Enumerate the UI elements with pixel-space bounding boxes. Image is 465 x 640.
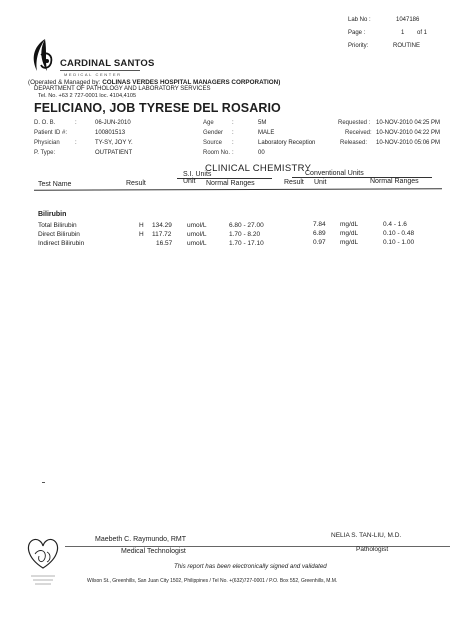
technologist-title: Medical Technologist — [121, 548, 186, 555]
hospital-tel: Tel. No. +63 2 727-0001 loc. 4104,4105 — [38, 93, 137, 99]
scan-mark — [42, 482, 45, 483]
gender-colon: : — [232, 130, 234, 136]
priority-label: Priority: — [348, 43, 369, 49]
col-si-range: Normal Ranges — [206, 180, 255, 187]
row-si-range: 1.70 - 8.20 — [229, 231, 261, 238]
physician: TY-SY, JOY Y. — [95, 140, 133, 146]
department: DEPARTMENT OF PATHOLOGY AND LABORATORY SERVICES — [34, 86, 211, 92]
row-flag: H — [139, 222, 144, 229]
row-cv-range: 0.4 - 1.6 — [383, 221, 407, 228]
hospital-logo-icon — [27, 37, 63, 75]
row-si-unit: umol/L — [187, 222, 207, 229]
lab-no-label: Lab No : — [348, 17, 371, 23]
hospital-name: CARDINAL SANTOS — [60, 58, 155, 69]
hospital-address: Wilson St., Greenhills, San Juan City 1502, Philippines / Tel No. +(632)727-0001 / P.O. Box 552, Greenhills, M.M. — [87, 578, 338, 584]
operator-name: COLINAS VERDES HOSPITAL MANAGERS CORPORATION) — [102, 79, 281, 86]
room-colon: : — [232, 150, 234, 156]
operator-line — [28, 79, 280, 86]
ptype-label: P. Type: — [34, 150, 56, 156]
validation-note: This report has been electronically signed and validated — [174, 563, 327, 570]
priority: ROUTINE — [393, 43, 420, 49]
pathologist-name: NELIA S. TAN-LIU, M.D. — [331, 532, 402, 539]
patient-id-label: Patient ID #: — [34, 130, 68, 136]
page-label: Page : — [348, 30, 366, 36]
row-flag: H — [139, 231, 144, 238]
pathologist-title: Pathologist — [356, 546, 389, 553]
released: 10-NOV-2010 05:06 PM — [376, 140, 441, 146]
patient-name: FELICIANO, JOB TYRESE DEL ROSARIO — [34, 101, 281, 115]
gender: MALE — [258, 130, 275, 136]
operated-prefix: (Operated & Managed by: — [28, 79, 101, 86]
received-label: Received: — [345, 130, 372, 136]
si-units-header: S.I. Units — [183, 171, 212, 178]
row-si-result: 16.57 — [156, 240, 173, 247]
col-si-unit: Unit — [183, 178, 196, 185]
age-colon: : — [232, 120, 234, 126]
age-label: Age — [203, 120, 214, 126]
row-cv-result: 6.89 — [313, 230, 326, 237]
row-cv-unit: mg/dL — [340, 239, 359, 246]
page-number: 1 — [401, 30, 405, 36]
header-rule — [34, 188, 442, 191]
gender-label: Gender — [203, 130, 224, 136]
received: 10-NOV-2010 04:22 PM — [376, 130, 441, 136]
col-test-name: Test Name — [38, 181, 72, 188]
row-cv-result: 7.84 — [313, 221, 326, 228]
physician-colon: : — [75, 140, 77, 146]
row-test-name: Direct Bilirubin — [38, 231, 80, 238]
row-cv-range: 0.10 - 1.00 — [383, 239, 415, 246]
row-si-unit: umol/L — [187, 231, 207, 238]
col-si-result: Result — [126, 180, 146, 187]
row-si-range: 1.70 - 17.10 — [229, 240, 264, 247]
requested: 10-NOV-2010 04:25 PM — [376, 120, 441, 126]
source-label: Source — [203, 140, 223, 146]
row-cv-unit: mg/dL — [340, 230, 359, 237]
age: 5M — [258, 120, 267, 126]
source: Laboratory Reception — [258, 140, 316, 146]
room: 00 — [258, 150, 265, 156]
page-of: of 1 — [417, 30, 428, 36]
lab-no: 1047186 — [396, 17, 420, 23]
col-cv-unit: Unit — [314, 179, 327, 186]
patient-id: 100801513 — [95, 130, 126, 136]
row-cv-range: 0.10 - 0.48 — [383, 230, 415, 237]
ptype: OUTPATIENT — [95, 150, 133, 156]
row-si-result: 117.72 — [152, 231, 172, 238]
signature-rule — [65, 546, 450, 547]
row-cv-unit: mg/dL — [340, 221, 359, 228]
row-cv-result: 0.97 — [313, 239, 326, 246]
test-group: Bilirubin — [38, 211, 67, 218]
dob: 06-JUN-2010 — [95, 120, 131, 126]
released-label: Released: — [340, 140, 368, 146]
heart-emblem-icon — [23, 528, 63, 590]
source-colon: : — [232, 140, 234, 146]
row-test-name: Indirect Bilirubin — [38, 240, 85, 247]
conventional-units-header: Conventional Units — [305, 170, 364, 177]
col-cv-result: Result — [284, 179, 304, 186]
technologist-name: Maebeth C. Raymundo, RMT — [95, 536, 187, 543]
row-test-name: Total Bilirubin — [38, 222, 77, 229]
row-si-unit: umol/L — [187, 240, 207, 247]
physician-label: Physician — [34, 140, 60, 146]
row-si-result: 134.29 — [152, 222, 172, 229]
col-cv-range: Normal Ranges — [370, 178, 419, 185]
room-label: Room No. — [203, 150, 231, 156]
requested-label: Requested : — [338, 120, 371, 126]
row-si-range: 6.80 - 27.00 — [229, 222, 264, 229]
dob-colon: : — [75, 120, 77, 126]
section-title: CLINICAL CHEMISTRY — [205, 163, 312, 174]
hospital-subname: MEDICAL CENTER — [64, 72, 122, 77]
dob-label: D. O. B. — [34, 120, 56, 126]
logo-underline — [60, 70, 140, 71]
